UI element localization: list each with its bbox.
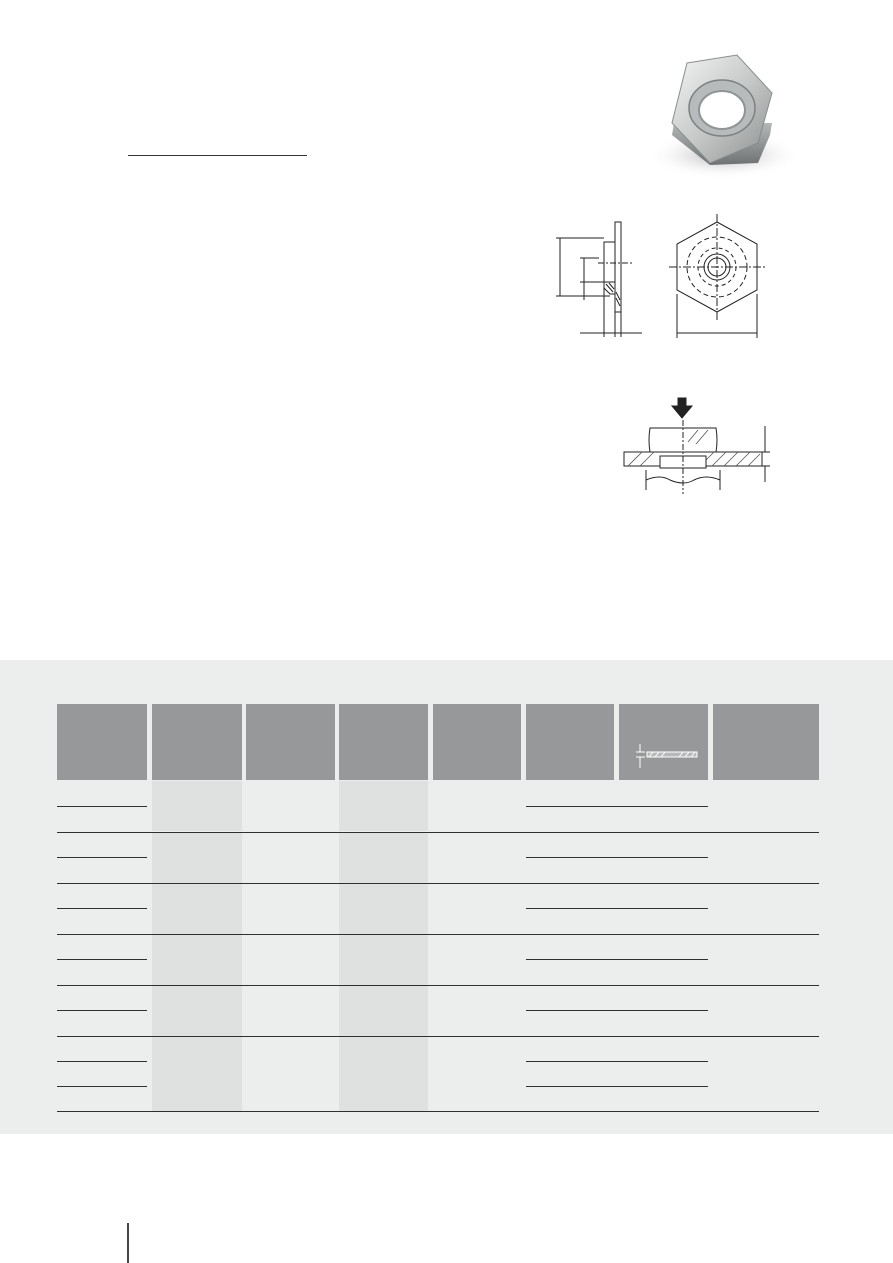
merged-cell xyxy=(152,1037,242,1111)
table-row-line xyxy=(526,908,708,909)
table-row-line xyxy=(526,1086,708,1087)
table-row-line xyxy=(57,806,147,807)
table-row-line xyxy=(57,908,147,909)
heading-underline xyxy=(128,155,307,156)
table-row-line xyxy=(526,1010,708,1011)
merged-cell xyxy=(152,986,242,1036)
table-header-col-1 xyxy=(57,704,147,780)
table-header-col-3 xyxy=(246,704,335,780)
table-row-line xyxy=(526,857,708,858)
table-row-line xyxy=(526,959,708,960)
table-row-separator xyxy=(57,934,819,935)
table-row-line xyxy=(526,1061,708,1062)
merged-cell xyxy=(339,884,428,934)
installation-drawing xyxy=(610,394,780,494)
table-row-line xyxy=(526,806,708,807)
table-bottom-rule xyxy=(57,1111,819,1112)
section-view-drawing xyxy=(554,218,644,340)
sheet-thickness-icon xyxy=(633,740,699,774)
table-header-col-2 xyxy=(152,704,242,780)
page-footer-rule xyxy=(127,1223,129,1263)
table-header-col-5 xyxy=(433,704,521,780)
table-row-separator xyxy=(57,1036,819,1037)
hex-nut-photo xyxy=(632,15,804,193)
table-header-col-8 xyxy=(713,704,819,780)
table-row-line xyxy=(57,1010,147,1011)
merged-cell xyxy=(152,884,242,934)
table-header-col-4 xyxy=(339,704,428,780)
table-row-line xyxy=(57,1086,147,1087)
merged-cell xyxy=(339,1037,428,1111)
merged-cell xyxy=(152,935,242,985)
table-row-line xyxy=(57,959,147,960)
table-row-separator xyxy=(57,832,819,833)
merged-cell xyxy=(152,781,242,831)
merged-cell xyxy=(339,781,428,831)
table-header-col-6 xyxy=(526,704,614,780)
merged-cell xyxy=(339,986,428,1036)
table-row-separator xyxy=(57,985,819,986)
table-row-separator xyxy=(57,883,819,884)
merged-cell xyxy=(152,833,242,883)
merged-cell xyxy=(339,833,428,883)
merged-cell xyxy=(339,935,428,985)
table-row-line xyxy=(57,857,147,858)
top-view-drawing xyxy=(666,214,768,340)
table-row-line xyxy=(57,1061,147,1062)
